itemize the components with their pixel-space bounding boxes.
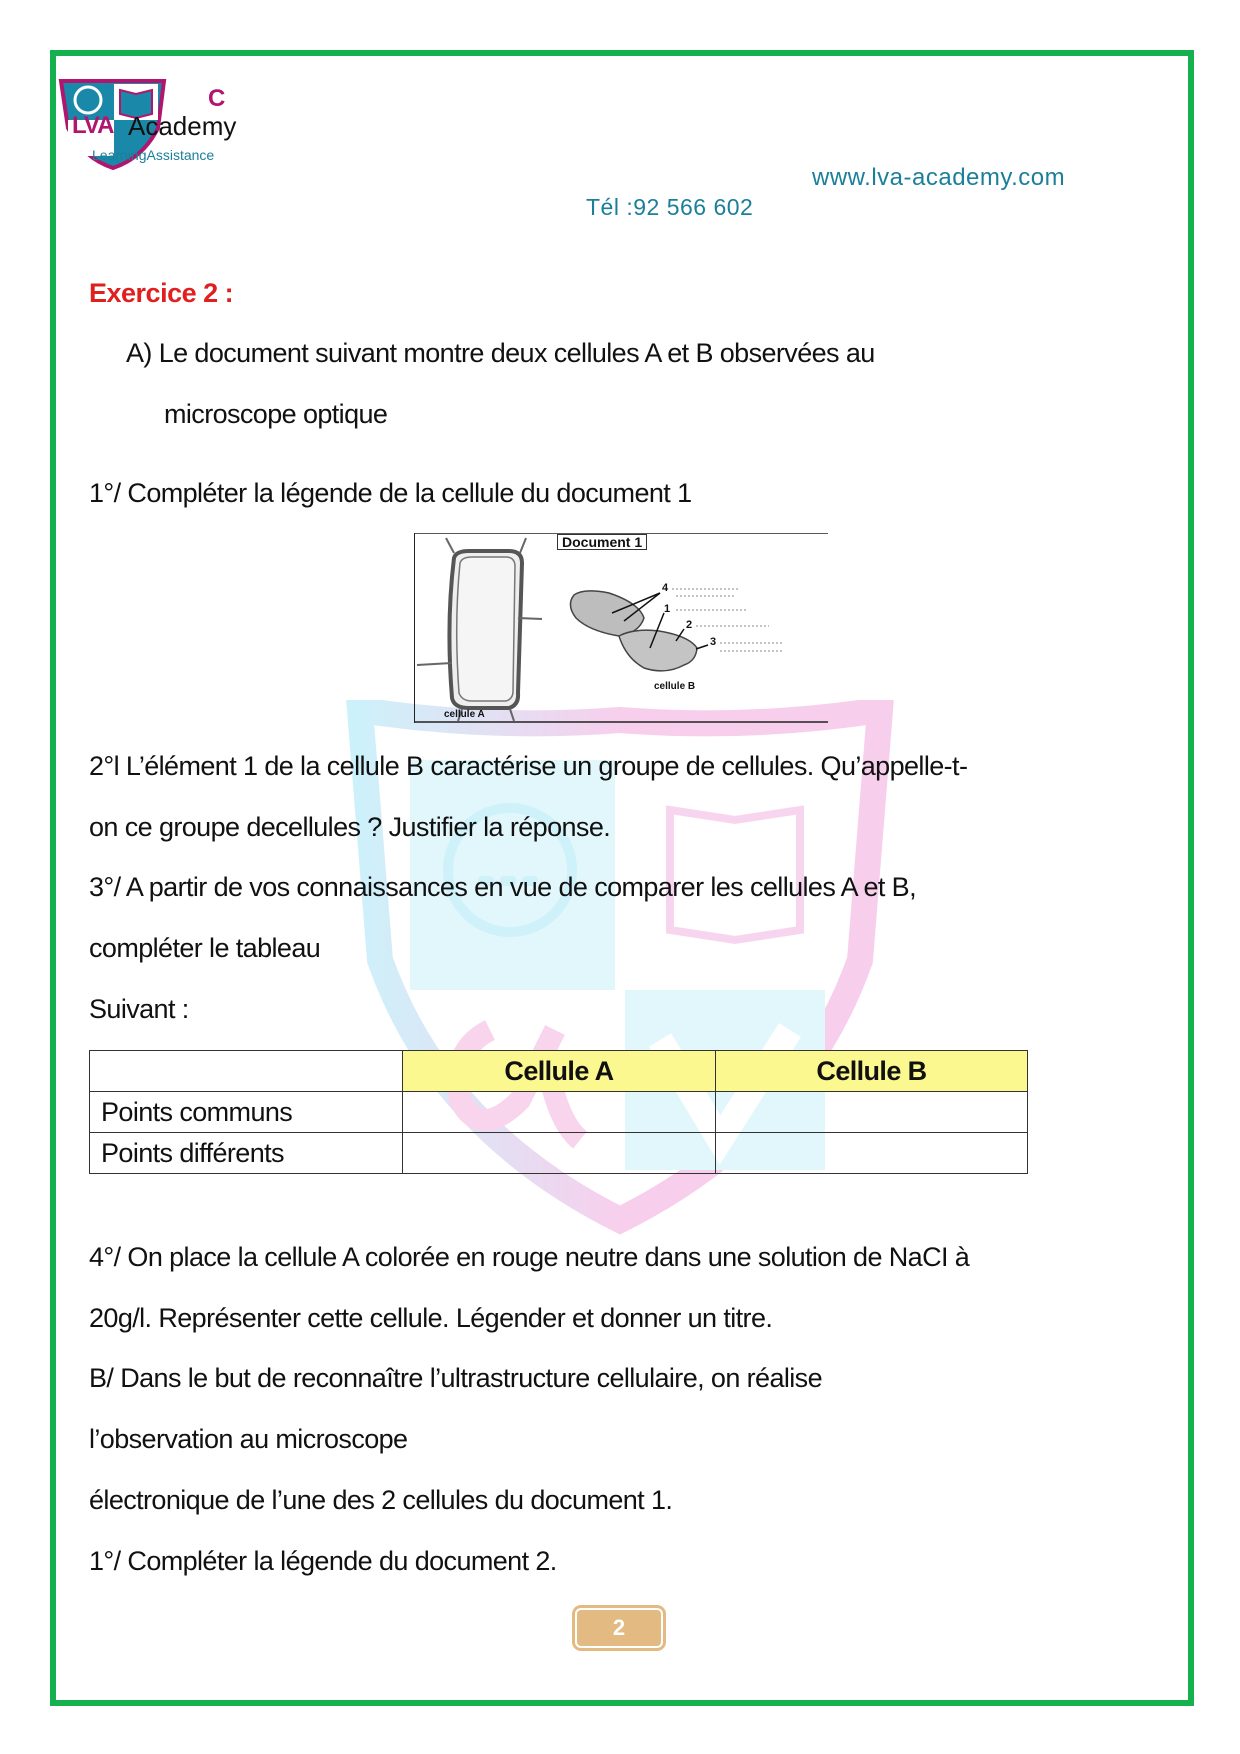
legend-number-3: 3 [710, 636, 717, 648]
question-3: 3°/ A partir de vos connaissances en vue de comparer les cellules A et B, [89, 872, 916, 902]
part-b-text-cont: l’observation au microscope [89, 1424, 408, 1454]
cell-differents-a[interactable] [403, 1133, 716, 1174]
label-cellule-b: cellule B [654, 681, 696, 692]
row-label-points-communs: Points communs [90, 1092, 403, 1133]
page-number-badge: 2 [575, 1608, 663, 1648]
table-header-row [90, 1051, 1028, 1092]
logo-tagline: LearningAssistance [92, 147, 215, 163]
question-3-cont: compléter le tableau [89, 933, 321, 963]
part-a-text-cont: microscope optique [164, 399, 388, 429]
table-row [90, 1133, 1028, 1174]
question-2-cont: on ce groupe decellules ? Justifier la réponse. [89, 812, 611, 842]
table-header-empty [90, 1051, 403, 1092]
cell-communs-a[interactable] [403, 1092, 716, 1133]
part-a-text: A) Le document suivant montre deux cellules A et B observées au [126, 338, 875, 368]
exercise-title: Exercice 2 : [89, 278, 234, 308]
cell-differents-b[interactable] [716, 1133, 1028, 1174]
legend-number-1: 1 [664, 603, 671, 615]
logo-letter: C [208, 85, 226, 112]
question-4-cont: 20g/l. Représenter cette cellule. Légender et donner un titre. [89, 1303, 773, 1333]
part-b-text-cont-2: électronique de l’une des 2 cellules du document 1. [89, 1485, 673, 1515]
website-link[interactable]: www.lva-academy.com [812, 164, 1066, 191]
comparison-table [89, 1050, 1028, 1174]
part-b-question-1: 1°/ Compléter la légende du document 2. [89, 1546, 557, 1576]
label-cellule-a: cellule A [444, 709, 485, 720]
logo-name: Academy [128, 111, 237, 141]
table-row [90, 1092, 1028, 1133]
logo-brand: LVA [72, 112, 114, 139]
question-2: 2°l L’élément 1 de la cellule B caractérise un groupe de cellules. Qu’appelle-t- [89, 751, 968, 781]
cell-diagram [414, 533, 828, 723]
legend-number-4: 4 [662, 582, 669, 594]
figure-title: Document 1 [557, 534, 647, 550]
legend-number-2: 2 [686, 619, 693, 631]
document-1-figure [414, 533, 828, 723]
phone-number: Tél :92 566 602 [586, 194, 754, 220]
row-label-points-differents: Points différents [90, 1133, 403, 1174]
question-3-suivant: Suivant : [89, 994, 189, 1024]
question-4: 4°/ On place la cellule A colorée en rouge neutre dans une solution de NaCI à [89, 1242, 970, 1272]
table-header-cellule-b: Cellule B [716, 1051, 1028, 1092]
part-b-text: B/ Dans le but de reconnaître l’ultrastructure cellulaire, on réalise [89, 1363, 822, 1393]
table-header-cellule-a: Cellule A [403, 1051, 716, 1092]
question-1: 1°/ Compléter la légende de la cellule du document 1 [89, 478, 692, 508]
cell-communs-b[interactable] [716, 1092, 1028, 1133]
